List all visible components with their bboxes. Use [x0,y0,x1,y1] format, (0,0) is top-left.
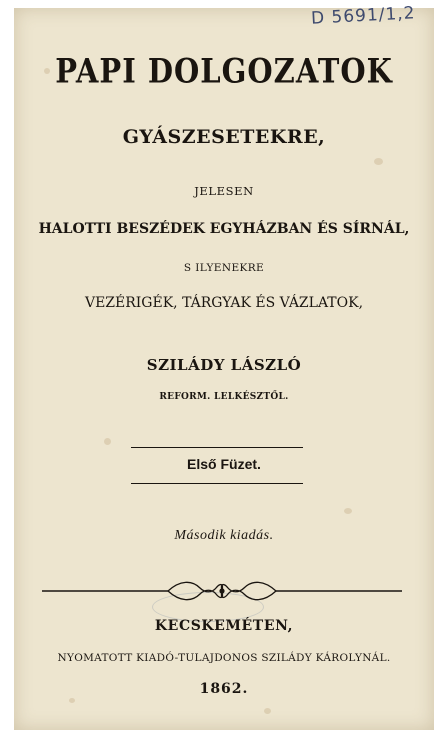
ornamental-divider [40,576,404,606]
issue-label: Első Füzet. [187,456,261,472]
subtitle-line-beszedek: HALOTTI BESZÉDEK EGYHÁZBAN ÉS SÍRNÁL, [38,221,410,237]
rule-top [131,447,303,448]
foxing-spot [344,508,352,514]
subtitle-line-vezerigek: VEZÉRIGÉK, TÁRGYAK ÉS VÁZLATOK, [84,295,364,311]
shelfmark: D 5691/1,2 [311,3,417,29]
foxing-spot [69,698,75,703]
foxing-spot [374,158,383,165]
imprint-city: KECSKEMÉTEN, [154,618,294,634]
imprint-year: 1862. [199,681,249,697]
foxing-spot [104,438,111,445]
subtitle-line-jelesen: JELESEN [194,184,254,198]
book-title: PAPI DOLGOZATOK [55,51,393,91]
author-name: SZILÁDY LÁSZLÓ [146,356,302,374]
book-subtitle: GYÁSZESETEKRE, [122,126,326,148]
foxing-spot [264,708,271,714]
author-role: REFORM. LELKÉSZTŐL. [159,392,289,402]
subtitle-line-ilyenekre: S ILYENEKRE [183,262,265,274]
title-page [14,3,434,730]
rule-bottom [131,483,303,484]
edition-label: Második kiadás. [174,528,274,543]
imprint-printer: NYOMATOTT KIADÓ-TULAJDONOS SZILÁDY KÁROLYNÁL. [57,652,391,664]
